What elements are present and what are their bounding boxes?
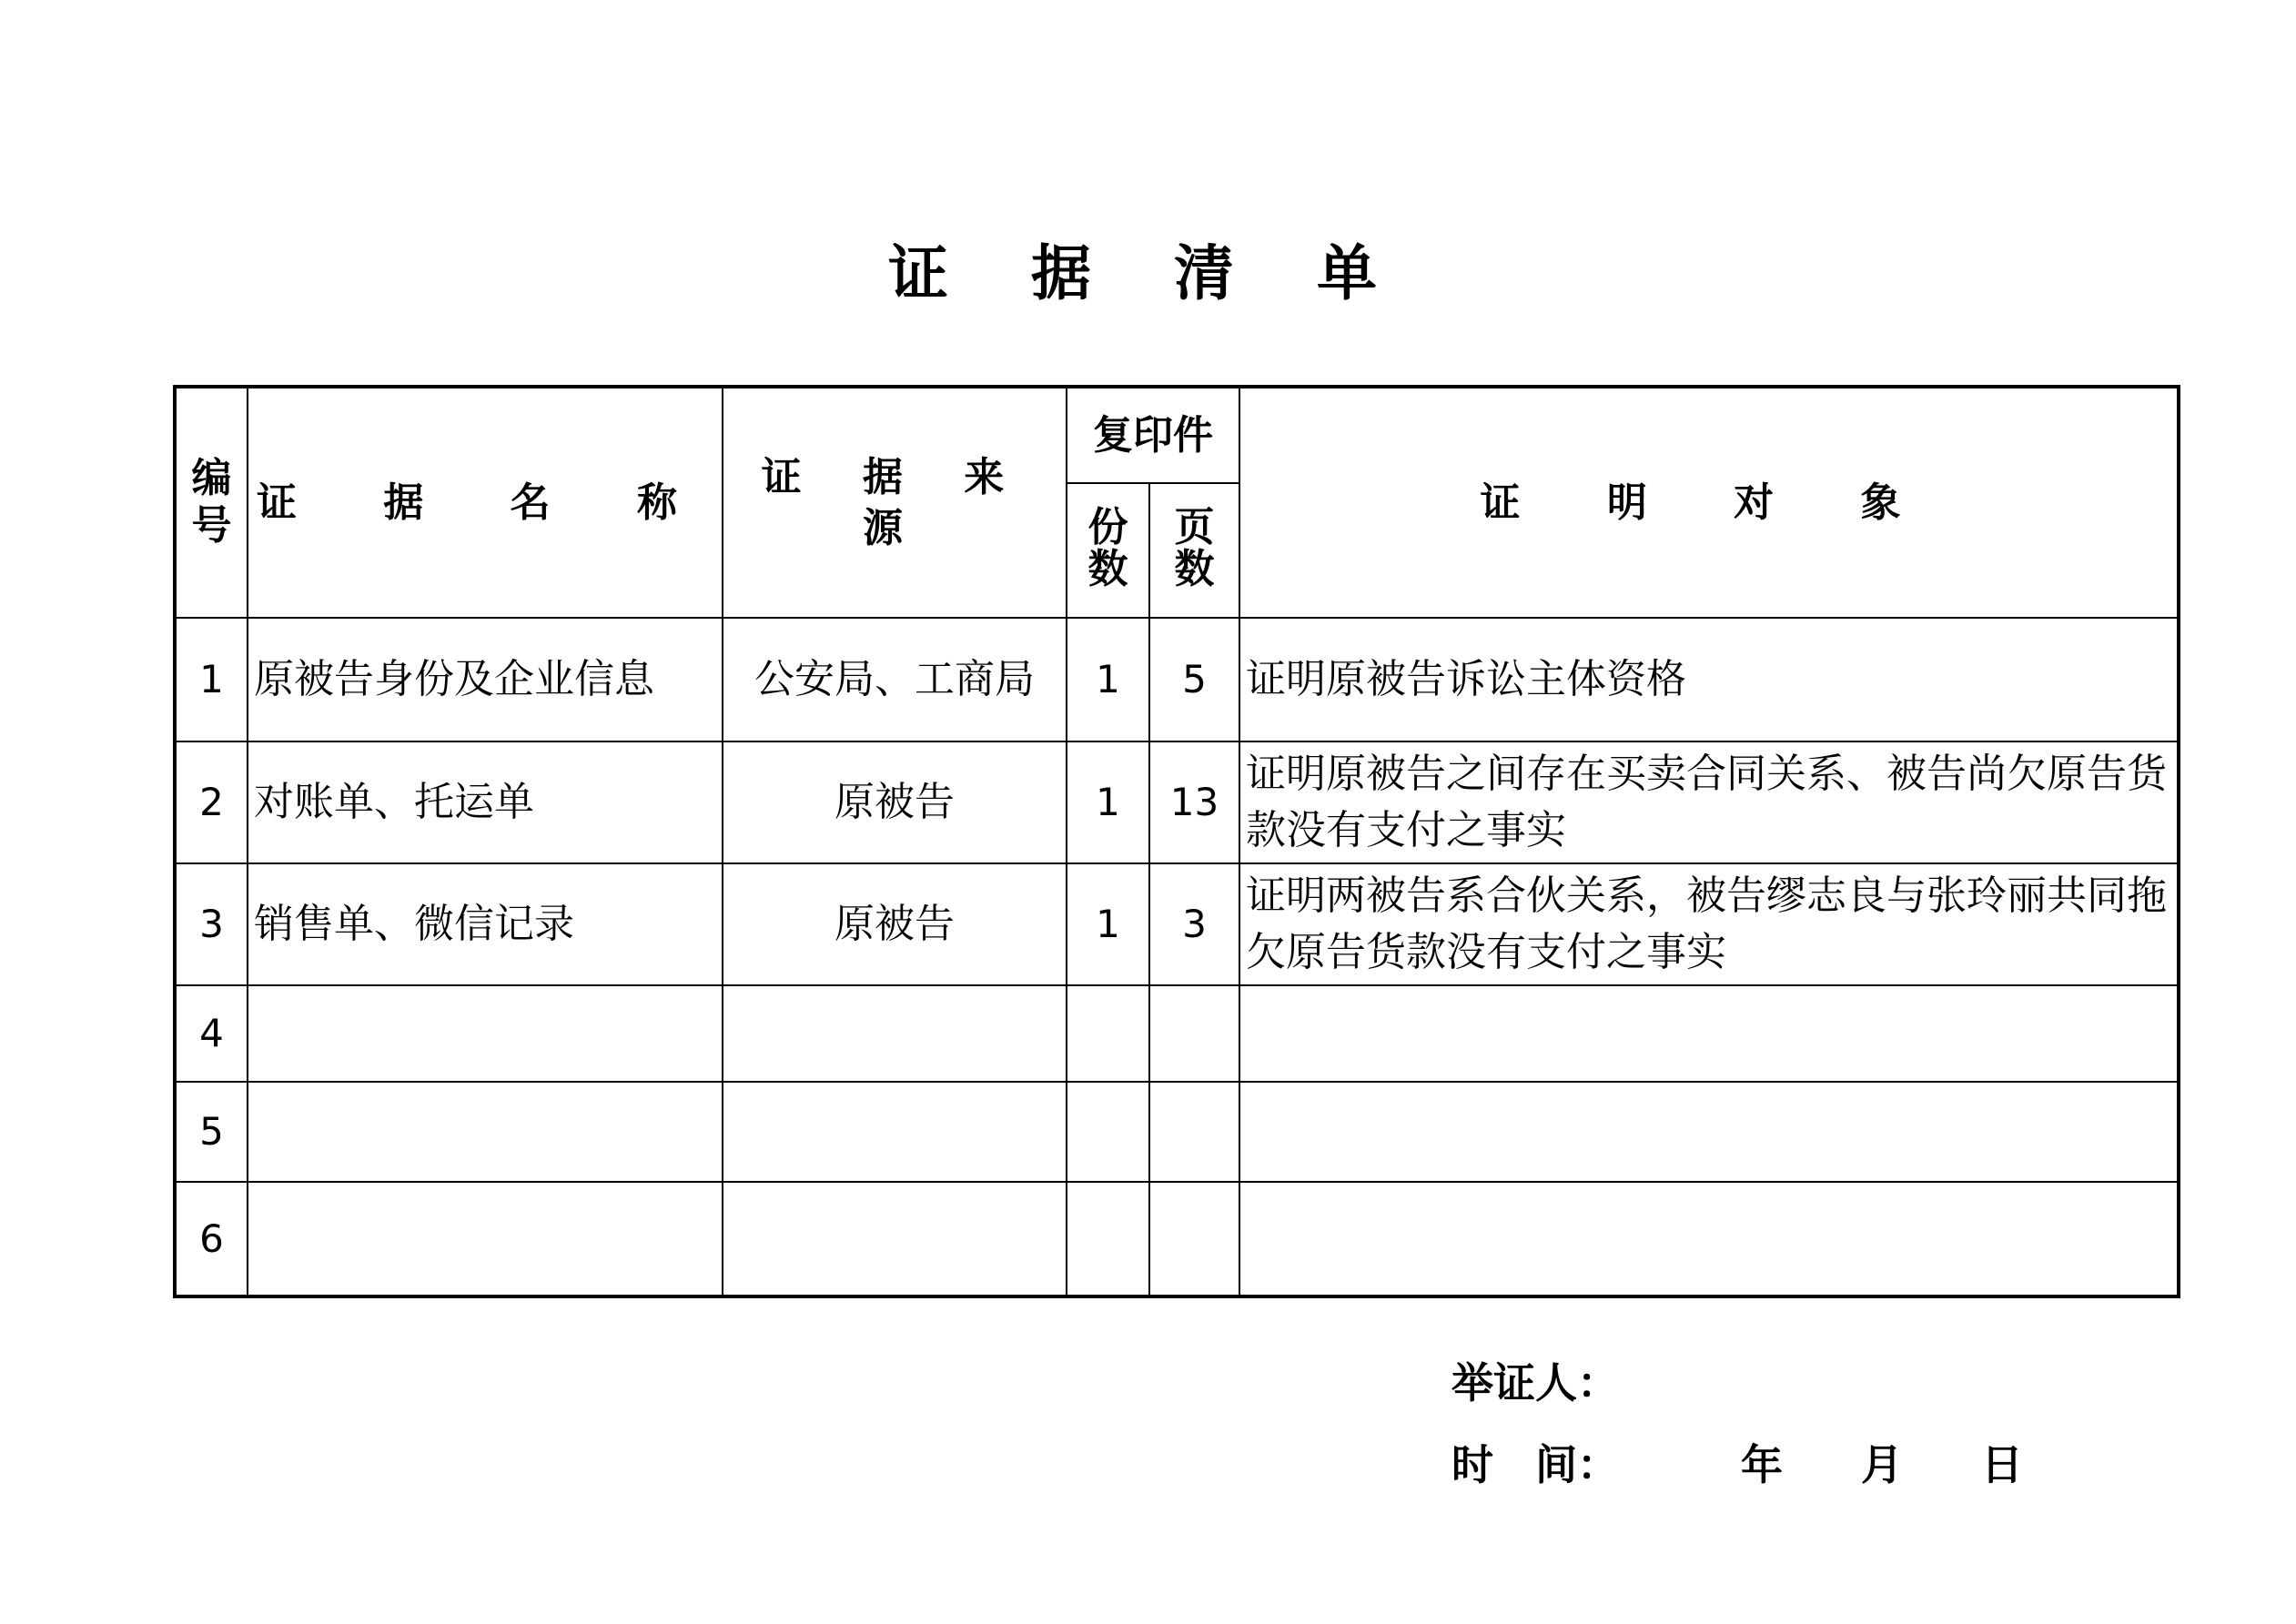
time-line xyxy=(1451,1437,2023,1492)
header-page-count-cell xyxy=(1149,483,1239,618)
evidence-source xyxy=(723,1082,1067,1182)
header-number: 编号 xyxy=(191,454,232,549)
header-copy-count: 份数 xyxy=(1087,503,1128,592)
copy-count: 1 xyxy=(1067,741,1149,863)
proof-object xyxy=(1239,985,2179,1082)
evidence-source: 原被告 xyxy=(723,741,1067,863)
header-evidence-source: 证 据 来 源 xyxy=(723,387,1067,618)
copy-count: 1 xyxy=(1067,618,1149,741)
table-row xyxy=(175,1082,2179,1182)
page-count: 3 xyxy=(1149,863,1239,985)
page-count xyxy=(1149,1082,1239,1182)
evidence-name: 原被告身份及企业信息 xyxy=(248,618,723,741)
proof-object: 证明两被告系合伙关系，被告缪志良与张玲丽共同拖欠原告货款没有支付之事实 xyxy=(1239,863,2179,985)
day-label: 日 xyxy=(1981,1440,2024,1489)
page-count xyxy=(1149,1182,1239,1296)
proof-object: 证明原被告诉讼主体资格 xyxy=(1239,618,2179,741)
page-count: 5 xyxy=(1149,618,1239,741)
presenter-line xyxy=(1451,1356,1619,1410)
table-row xyxy=(175,1182,2179,1296)
proof-object xyxy=(1239,1182,2179,1296)
page-count: 13 xyxy=(1149,741,1239,863)
header-page-count: 页数 xyxy=(1174,503,1215,592)
table-row xyxy=(175,985,2179,1082)
header-copy-count-cell xyxy=(1067,483,1149,618)
evidence-source: 原被告 xyxy=(723,863,1067,985)
copy-count xyxy=(1067,1182,1149,1296)
presenter-label: 举证人： xyxy=(1451,1358,1619,1407)
evidence-source xyxy=(723,985,1067,1082)
header-evidence-name: 证 据 名 称 xyxy=(248,387,723,618)
evidence-source: 公安局、工商局 xyxy=(723,618,1067,741)
header-number-cell xyxy=(175,387,248,618)
evidence-name: 对账单、托运单 xyxy=(248,741,723,863)
page-count xyxy=(1149,985,1239,1082)
copy-count: 1 xyxy=(1067,863,1149,985)
header-row-top xyxy=(175,387,2179,483)
copy-count xyxy=(1067,985,1149,1082)
evidence-name: 销售单、微信记录 xyxy=(248,863,723,985)
document-title: 证 据 清 单 xyxy=(888,237,1408,308)
row-number: 3 xyxy=(175,863,248,985)
copy-count xyxy=(1067,1082,1149,1182)
row-number: 4 xyxy=(175,985,248,1082)
table-row xyxy=(175,863,2179,985)
proof-object: 证明原被告之间存在买卖合同关系、被告尚欠原告货款没有支付之事实 xyxy=(1239,741,2179,863)
proof-object xyxy=(1239,1082,2179,1182)
evidence-table xyxy=(173,385,2180,1298)
evidence-source xyxy=(723,1182,1067,1296)
row-number: 1 xyxy=(175,618,248,741)
evidence-name xyxy=(248,985,723,1082)
row-number: 5 xyxy=(175,1082,248,1182)
year-label: 年 xyxy=(1741,1440,1784,1489)
evidence-name xyxy=(248,1082,723,1182)
time-label: 时 间： xyxy=(1451,1440,1619,1489)
table-row xyxy=(175,741,2179,863)
header-copies-group: 复印件 xyxy=(1067,387,1239,483)
row-number: 6 xyxy=(175,1182,248,1296)
row-number: 2 xyxy=(175,741,248,863)
table-row xyxy=(175,618,2179,741)
header-proof-object: 证 明 对 象 xyxy=(1239,387,2179,618)
month-label: 月 xyxy=(1861,1440,1904,1489)
evidence-name xyxy=(248,1182,723,1296)
